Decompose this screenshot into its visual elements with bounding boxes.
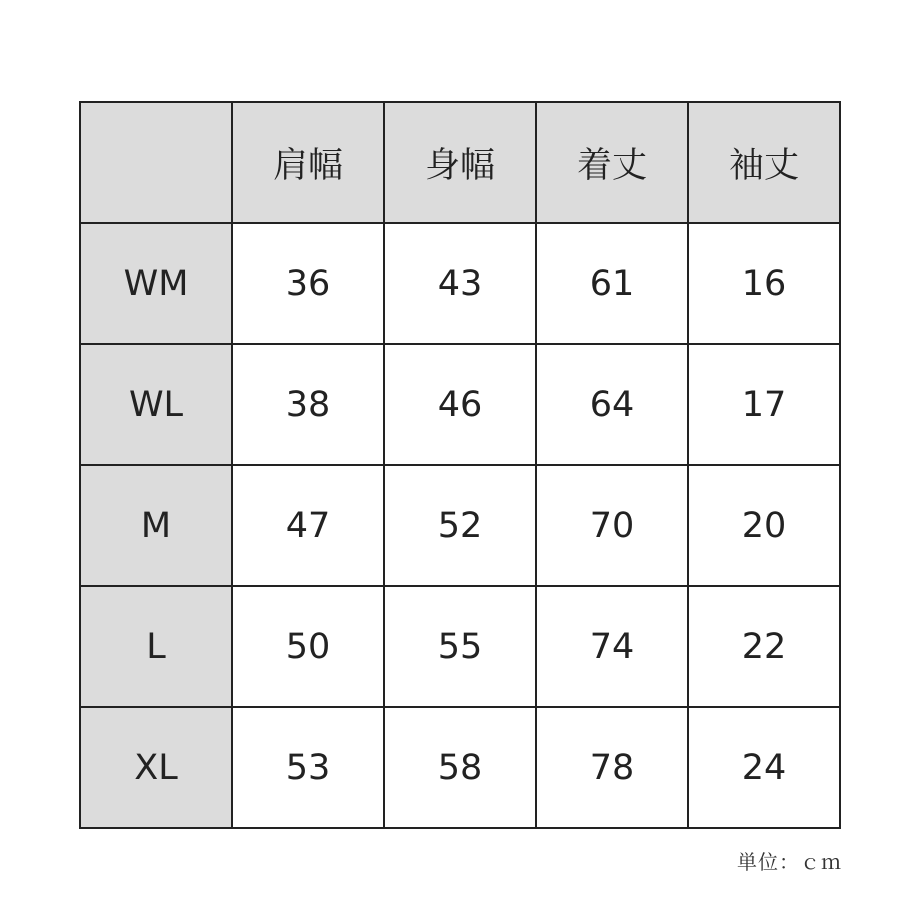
value-cell: 20 bbox=[688, 465, 840, 586]
table-row bbox=[80, 465, 840, 586]
value-cell: 46 bbox=[384, 344, 536, 465]
value-cell: 58 bbox=[384, 707, 536, 828]
size-label-cell: WM bbox=[80, 223, 232, 344]
size-chart-table bbox=[79, 101, 841, 829]
table-row bbox=[80, 707, 840, 828]
table-row bbox=[80, 586, 840, 707]
value-cell: 16 bbox=[688, 223, 840, 344]
header-cell: 肩幅 bbox=[232, 102, 384, 223]
value-cell: 78 bbox=[536, 707, 688, 828]
value-cell: 61 bbox=[536, 223, 688, 344]
value-cell: 55 bbox=[384, 586, 536, 707]
value-cell: 52 bbox=[384, 465, 536, 586]
header-cell: 袖丈 bbox=[688, 102, 840, 223]
size-label-cell: XL bbox=[80, 707, 232, 828]
value-cell: 47 bbox=[232, 465, 384, 586]
table-row bbox=[80, 344, 840, 465]
header-cell: 着丈 bbox=[536, 102, 688, 223]
value-cell: 50 bbox=[232, 586, 384, 707]
value-cell: 64 bbox=[536, 344, 688, 465]
unit-note: 単位：ｃｍ bbox=[737, 850, 842, 874]
value-cell: 53 bbox=[232, 707, 384, 828]
value-cell: 36 bbox=[232, 223, 384, 344]
value-cell: 17 bbox=[688, 344, 840, 465]
value-cell: 38 bbox=[232, 344, 384, 465]
table-row bbox=[80, 223, 840, 344]
corner-cell bbox=[80, 102, 232, 223]
size-label-cell: WL bbox=[80, 344, 232, 465]
value-cell: 70 bbox=[536, 465, 688, 586]
header-cell: 身幅 bbox=[384, 102, 536, 223]
size-label-cell: L bbox=[80, 586, 232, 707]
header-row bbox=[80, 102, 840, 223]
value-cell: 74 bbox=[536, 586, 688, 707]
value-cell: 43 bbox=[384, 223, 536, 344]
size-label-cell: M bbox=[80, 465, 232, 586]
value-cell: 22 bbox=[688, 586, 840, 707]
value-cell: 24 bbox=[688, 707, 840, 828]
